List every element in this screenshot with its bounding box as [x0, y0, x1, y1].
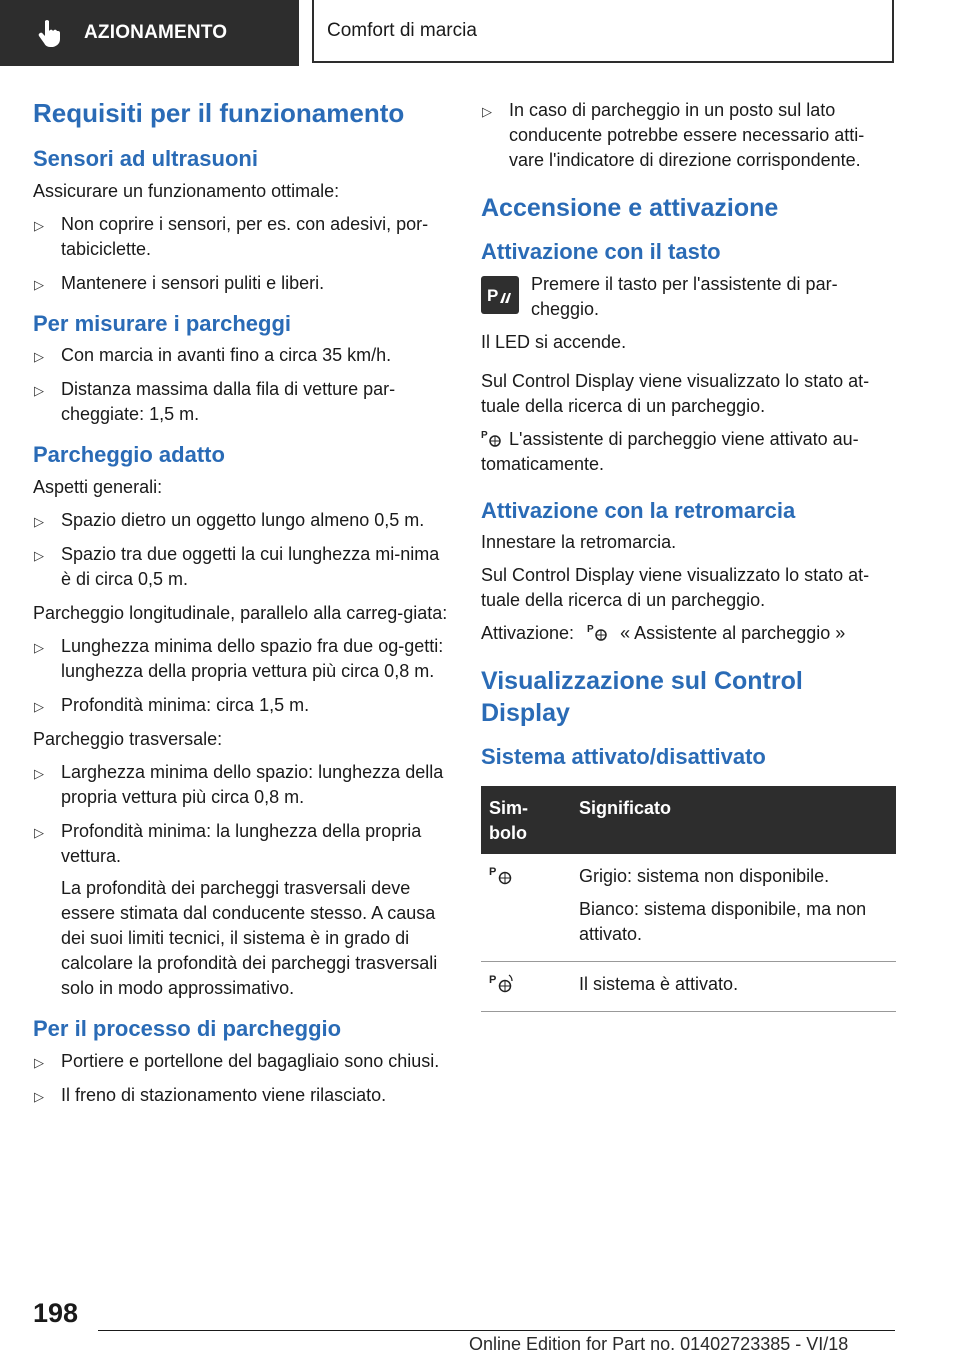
footer-divider	[98, 1330, 895, 1331]
list-item: ▷ In caso di parcheggio in un posto sul lato conducente potrebbe essere necessario atti-vare l'indicatore di direzione corrispondente.	[482, 100, 865, 170]
list-item: ▷ Larghezza minima dello spazio: lunghezza della propria vettura più circa 0,8 m.	[34, 761, 444, 807]
list-item: ▷ Spazio dietro un oggetto lungo almeno 0,5 m.	[33, 508, 448, 533]
meaning-text: Il sistema è attivato.	[579, 973, 739, 994]
triangle-bullet-icon: ▷	[34, 639, 44, 655]
heading-parcheggio-adatto: Parcheggio adatto	[33, 442, 225, 468]
list-item: ▷ Profondità minima: la lunghezza della propria vettura. La profondità dei parcheggi trasversali deve essere stimata dal conducente stesso. A causa dei suoi limiti tecnici, il sistema è in grado di calcolare la profondità dei parcheggi trasversali solo in modo approssimativo.	[33, 819, 448, 1001]
attivazione-value: « Assistente al parcheggio »	[620, 623, 846, 644]
retromarcia-cd-text: Sul Control Display viene visualizzato lo stato at-tuale della ricerca di un parcheggio.	[481, 565, 870, 611]
auto-activation-text: L'assistente di parcheggio viene attivato au-tomaticamente.	[481, 428, 859, 474]
parking-button-icon	[481, 276, 519, 314]
chapter-tab[interactable]	[312, 0, 894, 63]
section-tab[interactable]	[0, 0, 299, 66]
triangle-bullet-icon: ▷	[34, 698, 44, 714]
continued-list	[481, 98, 896, 173]
table-row	[481, 961, 896, 1011]
col-header-meaning: Significato	[571, 786, 896, 854]
triangle-bullet-icon: ▷	[482, 104, 492, 119]
triangle-bullet-icon: ▷	[34, 765, 44, 781]
page-number: 198	[33, 1298, 79, 1328]
meaning-text: Bianco: sistema disponibile, ma non attivato.	[579, 898, 867, 944]
right-column	[481, 98, 896, 1012]
heading-retromarcia: Attivazione con la retromarcia	[481, 497, 796, 523]
longitudinale-list	[33, 634, 448, 718]
parcheggio-longitudinale: Parcheggio longitudinale, parallelo alla carreg-giata:	[33, 602, 448, 623]
triangle-bullet-icon: ▷	[34, 217, 44, 233]
led-text: Il LED si accende.	[481, 331, 627, 352]
trasversale-list	[33, 760, 448, 1001]
col-header-symbol: Sim-bolo	[481, 786, 571, 854]
triangle-bullet-icon: ▷	[34, 1088, 44, 1104]
triangle-bullet-icon: ▷	[34, 1054, 44, 1070]
triangle-bullet-icon: ▷	[34, 513, 44, 529]
triangle-bullet-icon: ▷	[34, 824, 44, 840]
list-item: ▷ Portiere e portellone del bagagliaio sono chiusi.	[33, 1049, 448, 1074]
trasversale-note: La profondità dei parcheggi trasversali deve essere stimata dal conducente stesso. A causa dei suoi limiti tecnici, il sistema è in grado di calcolare la profondità dei parcheggi trasversali solo in modo approssimativo.	[61, 877, 438, 998]
triangle-bullet-icon: ▷	[34, 276, 44, 292]
table-row	[481, 854, 896, 962]
auto-activation-paragraph	[481, 427, 896, 477]
svg-text:P: P	[481, 429, 488, 441]
button-instruction	[481, 272, 896, 322]
heading-accensione: Accensione e attivazione	[481, 194, 779, 222]
triangle-bullet-icon: ▷	[34, 349, 44, 365]
hand-pointer-icon	[36, 18, 64, 48]
page-header	[0, 0, 960, 66]
list-item: ▷ Lunghezza minima dello spazio fra due og-getti: lunghezza della propria vettura più circa 0,8 m.	[34, 635, 444, 681]
parking-assist-icon	[489, 864, 515, 886]
retromarcia-text: Innestare la retromarcia.	[481, 532, 677, 553]
button-instruction-text: Premere il tasto per l'assistente di par-cheggio.	[531, 273, 838, 319]
heading-sistema: Sistema attivato/disattivato	[481, 743, 766, 769]
meaning-text: Grigio: sistema non disponibile.	[579, 865, 830, 886]
svg-text:P: P	[489, 865, 497, 878]
left-column	[33, 98, 448, 1122]
triangle-bullet-icon: ▷	[34, 383, 44, 399]
heading-sensori: Sensori ad ultrasuoni	[33, 146, 258, 172]
control-display-text: Sul Control Display viene visualizzato lo stato at-tuale della ricerca di un parcheggio.	[481, 370, 870, 416]
section-title: AZIONAMENTO	[84, 22, 228, 43]
list-item: ▷ Distanza massima dalla fila di vetture par-cheggiate: 1,5 m.	[34, 379, 396, 425]
chapter-title: Comfort di marcia	[327, 19, 477, 41]
parcheggio-trasversale: Parcheggio trasversale:	[33, 728, 223, 749]
attivazione-paragraph	[481, 621, 896, 646]
heading-misurare: Per misurare i parcheggi	[33, 310, 291, 336]
svg-text:P: P	[489, 973, 497, 986]
sensori-intro: Assicurare un funzionamento ottimale:	[33, 180, 340, 201]
heading-visualizzazione: Visualizzazione sul Control Display	[481, 667, 803, 727]
list-item: ▷ Con marcia in avanti fino a circa 35 km/h.	[33, 343, 448, 368]
svg-text:P: P	[487, 285, 499, 305]
parking-assist-icon	[481, 428, 503, 448]
edition-text: Online Edition for Part no. 01402723385 - VI/18	[469, 1334, 849, 1354]
heading-attivazione-tasto: Attivazione con il tasto	[481, 239, 721, 265]
list-item: ▷ Il freno di stazionamento viene rilasciato.	[33, 1083, 448, 1108]
list-item: ▷ Mantenere i sensori puliti e liberi.	[33, 271, 448, 296]
parking-assist-icon	[587, 622, 609, 642]
list-item: ▷ Non coprire i sensori, per es. con adesivi, por-tabiciclette.	[34, 213, 429, 259]
sensori-list	[33, 212, 448, 296]
list-item: ▷ Profondità minima: circa 1,5 m.	[33, 693, 448, 718]
processo-list	[33, 1049, 448, 1108]
heading-requisiti: Requisiti per il funzionamento	[33, 98, 405, 128]
parking-assist-active-icon	[489, 972, 515, 994]
triangle-bullet-icon: ▷	[34, 547, 44, 563]
svg-text:P: P	[587, 624, 594, 636]
symbol-table	[481, 786, 896, 1012]
aspetti-generali: Aspetti generali:	[33, 476, 163, 497]
list-item: ▷ Spazio tra due oggetti la cui lunghezza mi-nima è di circa 0,5 m.	[34, 543, 440, 589]
attivazione-label: Attivazione:	[481, 623, 575, 644]
misurare-list	[33, 343, 448, 427]
aspetti-list	[33, 508, 448, 592]
heading-processo: Per il processo di parcheggio	[33, 1015, 342, 1041]
table-header-row	[481, 786, 896, 854]
